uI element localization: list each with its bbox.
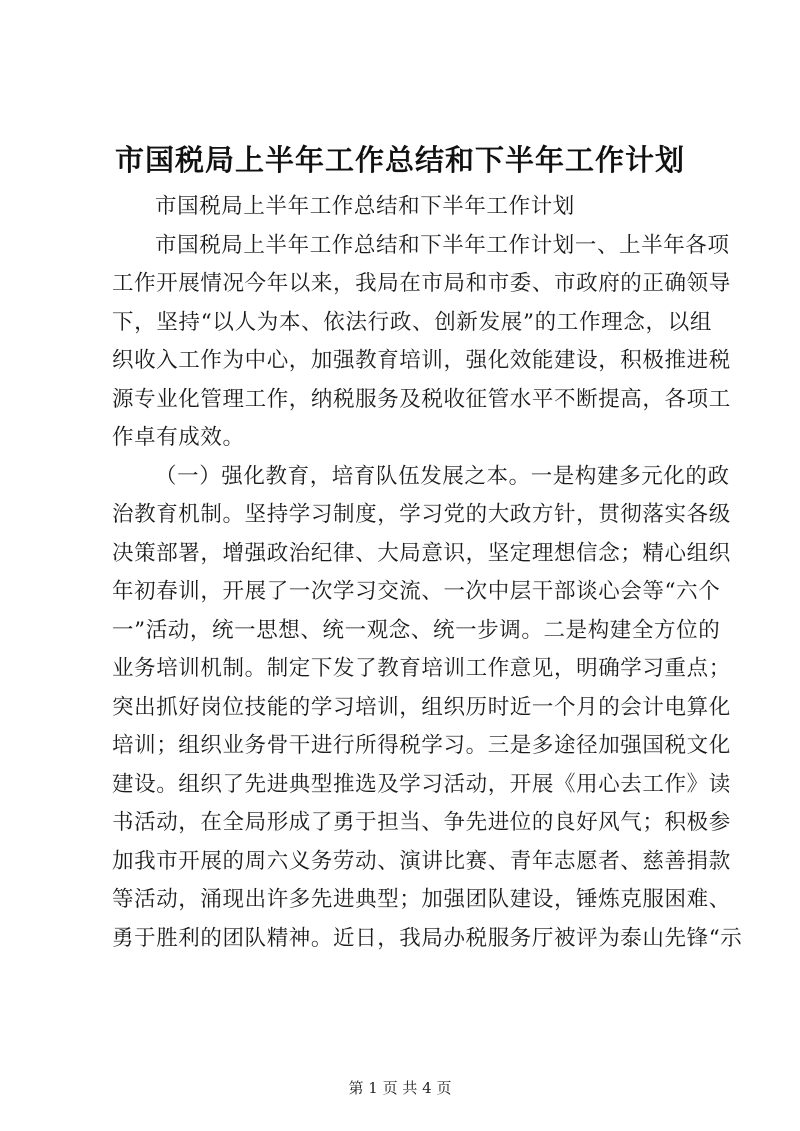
paragraph-2-line: 决策部署，增强政治纪律、大局意识，坚定理想信念；精心组织	[112, 540, 731, 566]
paragraph-2-line: 年初春训，开展了一次学习交流、一次中层干部谈心会等“六个	[112, 579, 721, 604]
paragraph-1-line: 源专业化管理工作，纳税服务及税收征管水平不断提高，各项工	[112, 386, 731, 412]
paragraph-2-line: 治教育机制。坚持学习制度，学习党的大政方针，贯彻落实各级	[112, 502, 731, 527]
paragraph-2-line: 一”活动，统一思想、统一观念、统一步调。二是构建全方位的	[112, 617, 721, 643]
paragraph-2-line: 培训；组织业务骨干进行所得税学习。三是多途径加强国税文化	[112, 733, 731, 758]
document-title: 市国税局上半年工作总结和下半年工作计划	[114, 143, 685, 177]
paragraph-1-line: 作卓有成效。	[112, 425, 245, 450]
document-subtitle: 市国税局上半年工作总结和下半年工作计划	[155, 194, 575, 219]
document-body	[112, 188, 743, 958]
paragraph-2	[112, 458, 743, 959]
paragraph-1-line: 工作开展情况今年以来，我局在市局和市委、市政府的正确领导	[112, 271, 731, 296]
paragraph-2-line: 书活动，在全局形成了勇于担当、争先进位的良好风气；积极参	[112, 810, 731, 835]
page-number-footer: 第 1 页 共 4 页	[348, 1079, 452, 1097]
paragraph-1-line: 市国税局上半年工作总结和下半年工作计划一、上半年各项	[155, 232, 730, 258]
paragraph-2-line: 加我市开展的周六义务劳动、演讲比赛、青年志愿者、慈善捐款	[112, 848, 731, 874]
paragraph-1-line: 下，坚持“以人为本、依法行政、创新发展”的工作理念，以组	[112, 309, 712, 335]
paragraph-2-line: 勇于胜利的团队精神。近日，我局办税服务厅被评为泰山先锋“示	[112, 925, 743, 951]
paragraph-2-line: （一）强化教育，培育队伍发展之本。一是构建多元化的政	[155, 463, 730, 489]
paragraph-2-line: 突出抓好岗位技能的学习培训，组织历时近一个月的会计电算化	[112, 694, 731, 720]
paragraph-2-line: 建设。组织了先进典型推选及学习活动，开展《用心去工作》读	[112, 771, 731, 797]
paragraph-1-line: 织收入工作为中心，加强教育培训，强化效能建设，积极推进税	[112, 348, 731, 373]
paragraph-2-line: 等活动，涌现出许多先进典型；加强团队建设，锤炼克服困难、	[112, 887, 731, 912]
paragraph-2-line: 业务培训机制。制定下发了教育培训工作意见，明确学习重点；	[112, 656, 731, 681]
paragraph-1	[112, 227, 731, 458]
